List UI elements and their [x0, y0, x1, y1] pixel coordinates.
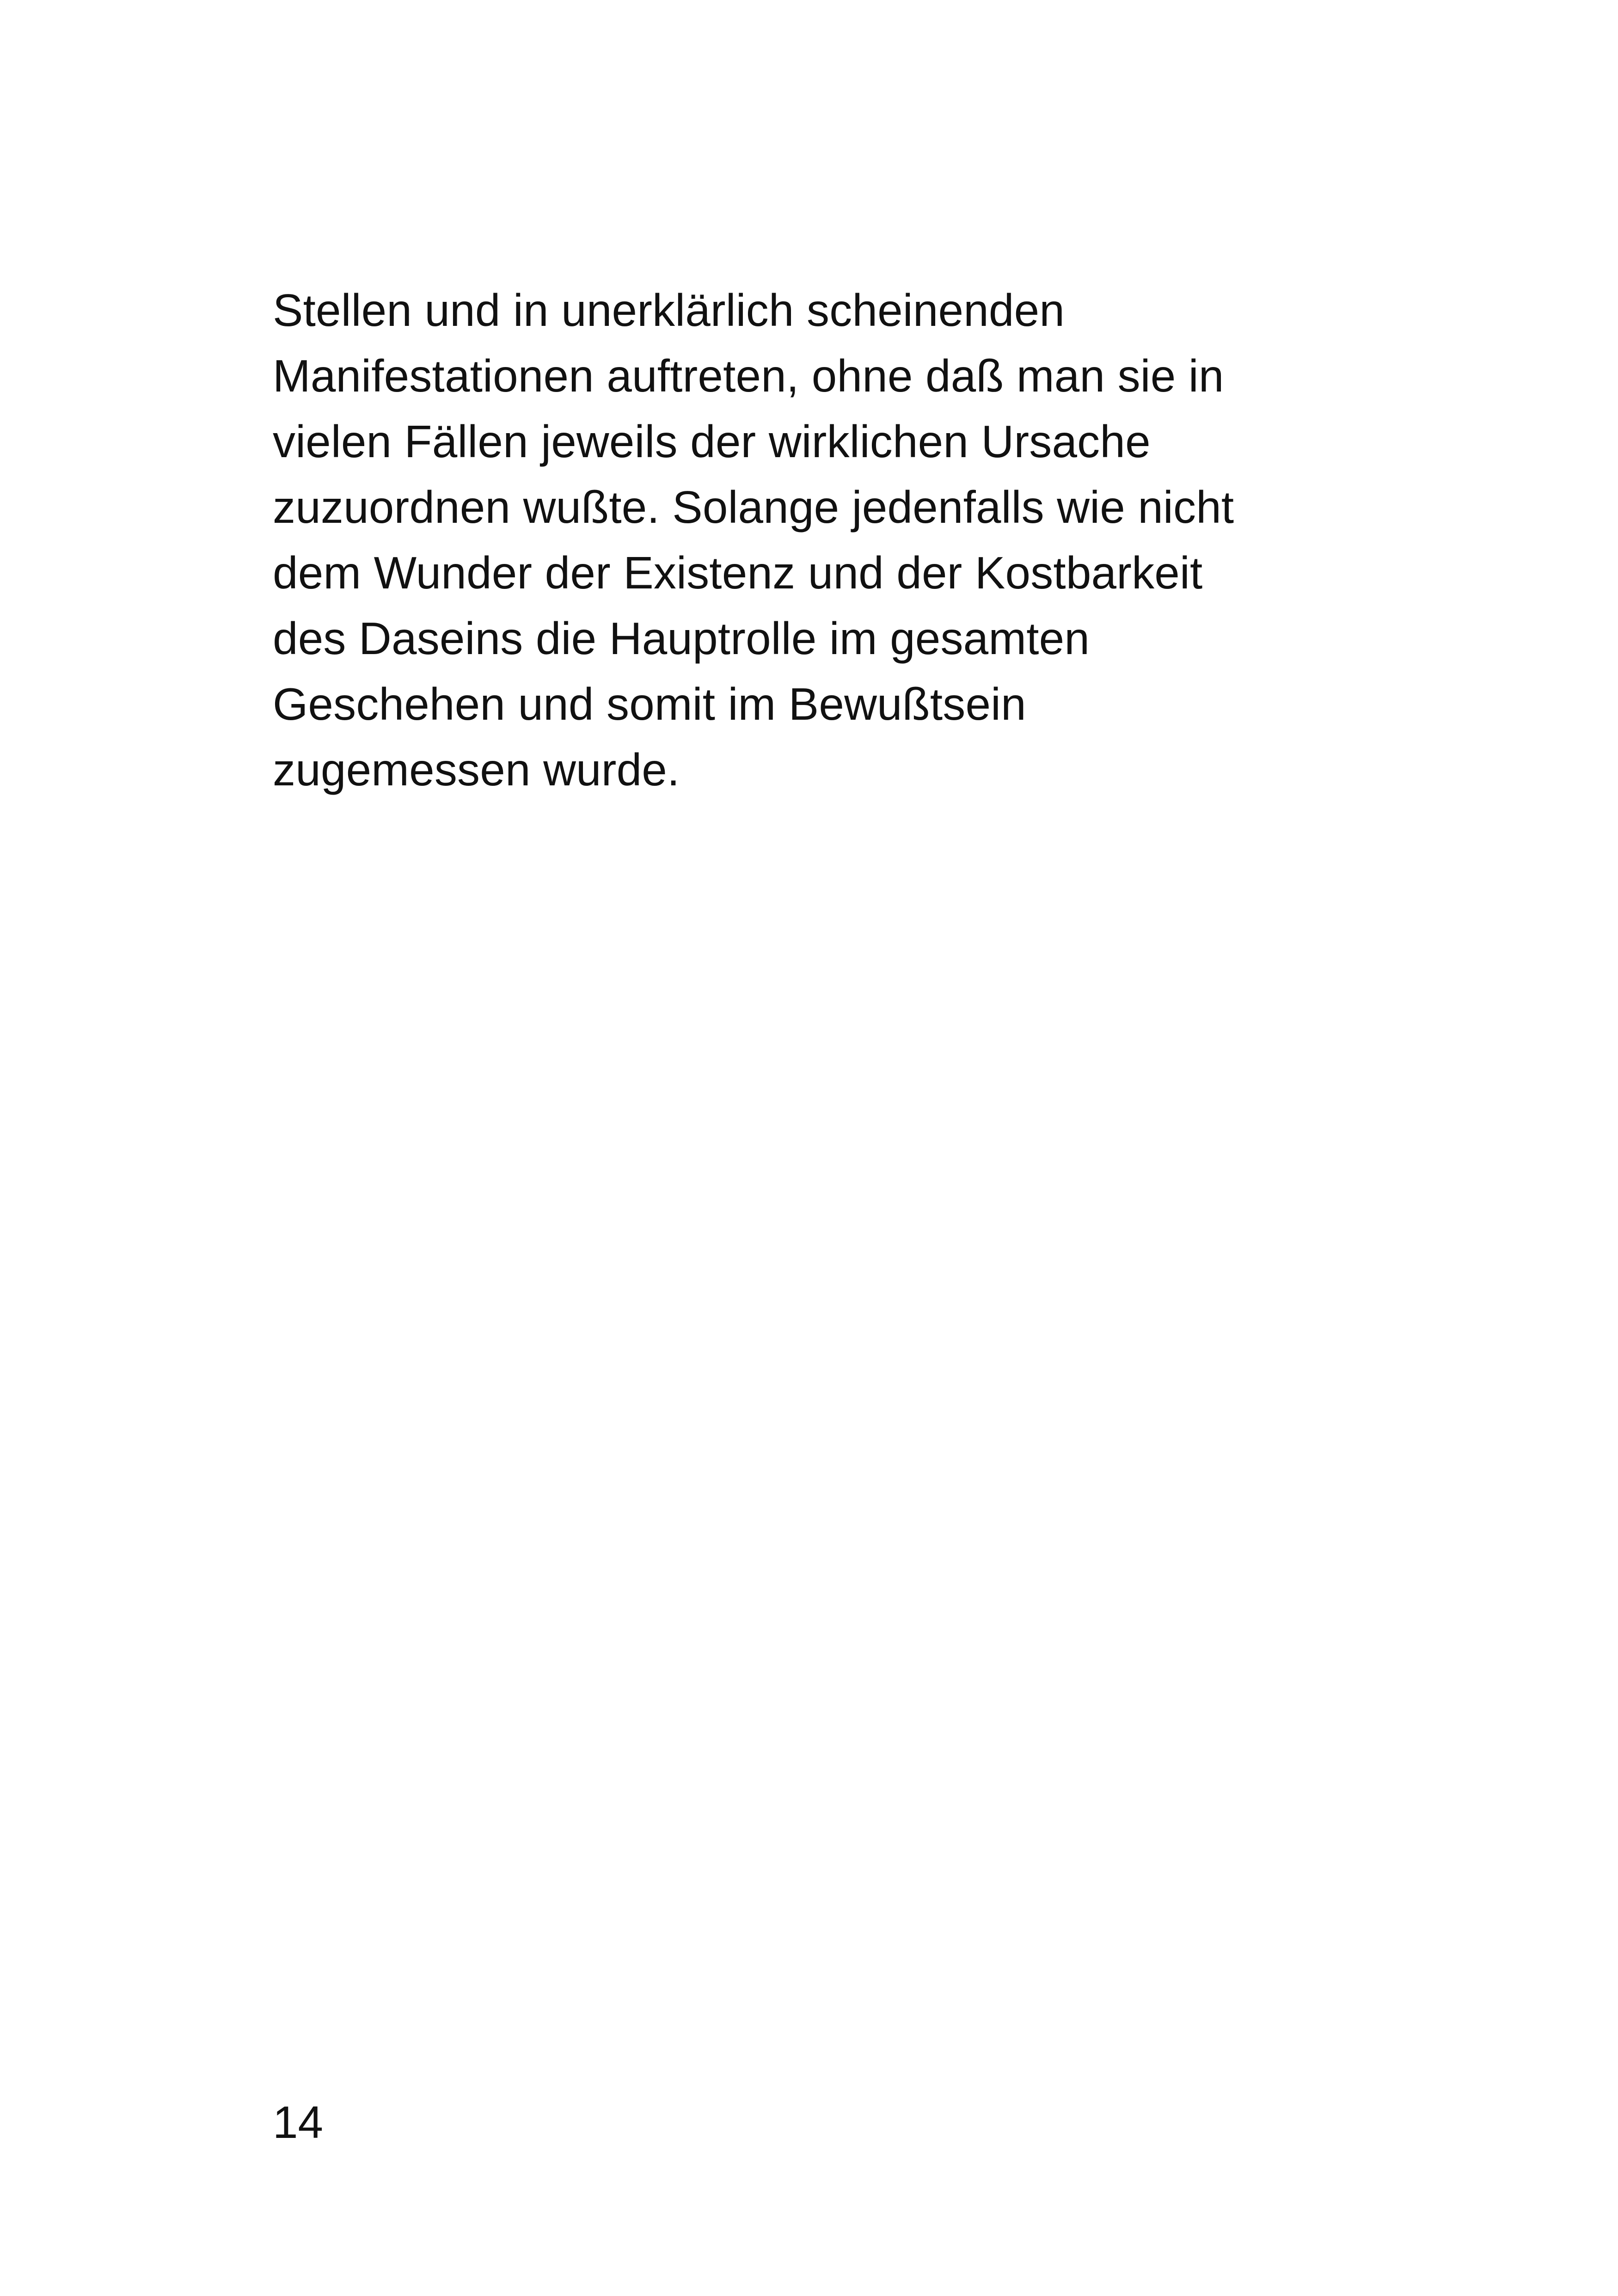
text-line: zugemessen wurde.	[273, 744, 680, 795]
text-line: Manifestationen auftreten, ohne daß man sie in	[273, 350, 1224, 401]
body-paragraph	[273, 277, 1382, 802]
text-line: Geschehen und somit im Bewußtsein	[273, 679, 1026, 729]
text-line: des Daseins die Hauptrolle im gesamten	[273, 613, 1090, 664]
text-line: Stellen und in unerklärlich scheinenden	[273, 285, 1065, 336]
text-line: dem Wunder der Existenz und der Kostbarkeit	[273, 547, 1203, 598]
text-line: vielen Fällen jeweils der wirklichen Ursache	[273, 416, 1151, 467]
text-line: zuzuordnen wußte. Solange jedenfalls wie nicht	[273, 482, 1234, 533]
page-number: 14	[273, 2097, 324, 2148]
